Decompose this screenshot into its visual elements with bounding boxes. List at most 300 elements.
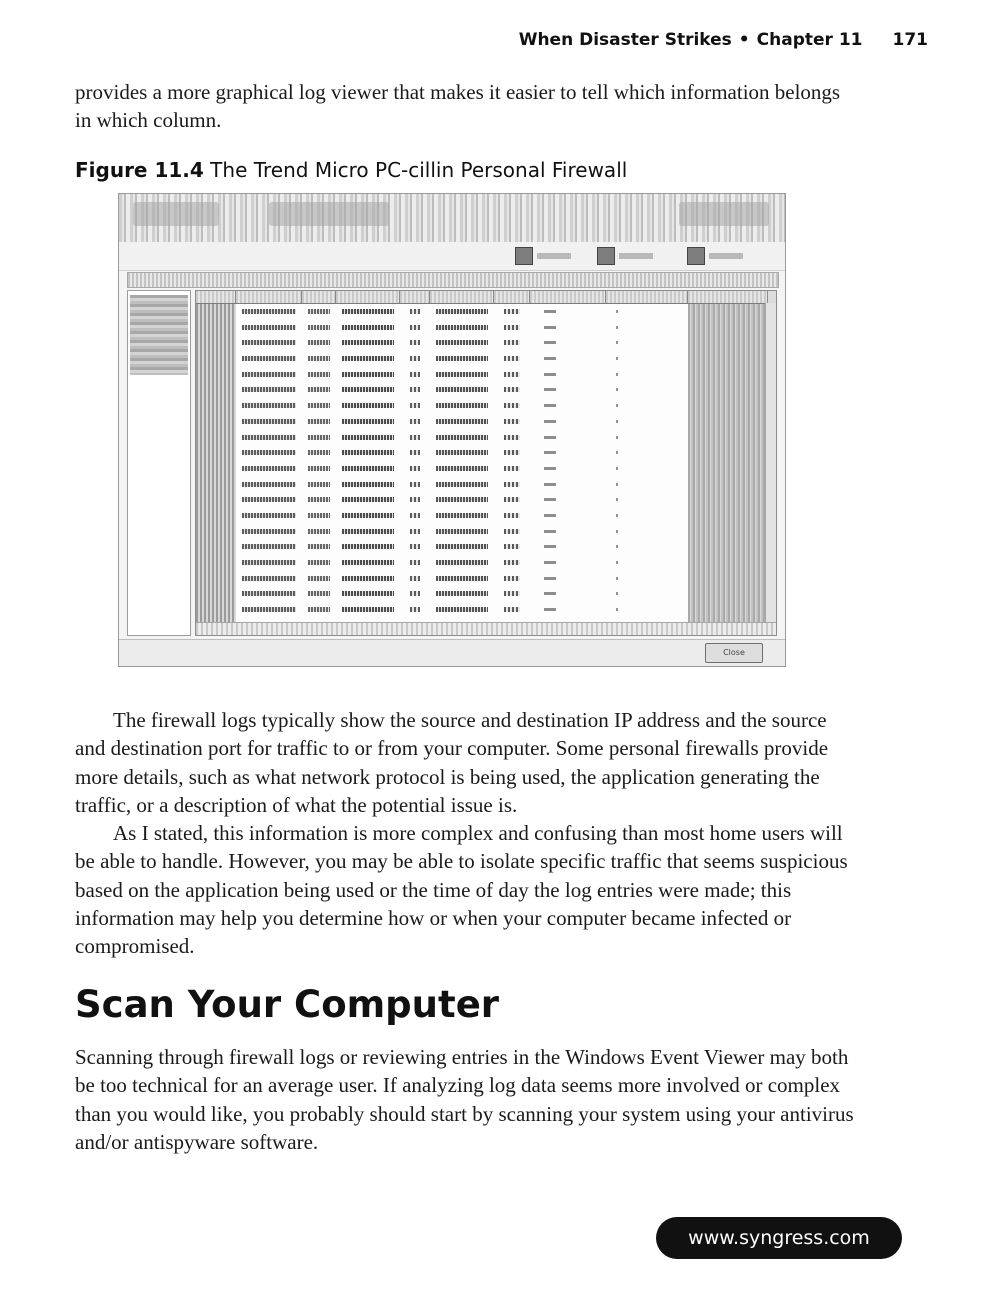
log-cell-source	[336, 351, 400, 367]
log-cell-protocol	[302, 382, 336, 398]
log-cell-source-port	[400, 335, 430, 351]
log-cell-text	[436, 419, 488, 424]
log-cell-text	[308, 435, 330, 440]
log-cell-text	[410, 403, 420, 408]
log-cell-source	[336, 508, 400, 524]
log-cell-protocol	[302, 571, 336, 587]
log-cell-source	[336, 524, 400, 540]
log-cell-text	[242, 544, 296, 549]
log-cell-text	[308, 325, 330, 330]
log-cell-direction	[530, 586, 606, 602]
running-head	[519, 30, 928, 50]
log-cell-text	[436, 513, 488, 518]
log-cell-destination-port	[494, 398, 530, 414]
log-cell-date	[196, 461, 236, 477]
log-cell-date	[196, 555, 236, 571]
log-cell-destination-port	[494, 555, 530, 571]
log-cell-protocol	[302, 304, 336, 320]
log-cell-direction	[530, 602, 606, 618]
log-cell-source-port	[400, 445, 430, 461]
log-cell-text	[504, 403, 520, 408]
log-cell-time	[236, 602, 302, 618]
log-cell-source	[336, 539, 400, 555]
log-cell-action	[606, 320, 688, 336]
log-cell-time	[236, 445, 302, 461]
log-cell-destination-port	[494, 492, 530, 508]
log-table-header	[196, 291, 776, 304]
log-cell-time	[236, 477, 302, 493]
log-cell-protocol	[302, 477, 336, 493]
log-cell-description	[688, 524, 768, 540]
log-cell-text	[308, 309, 330, 314]
log-cell-time	[236, 414, 302, 430]
column-header-destination-port[interactable]	[494, 291, 530, 303]
log-cell-time	[236, 586, 302, 602]
column-header-source[interactable]	[336, 291, 400, 303]
log-cell-text	[504, 325, 520, 330]
log-cell-text	[616, 341, 618, 344]
log-cell-action	[606, 492, 688, 508]
log-cell-text	[242, 482, 296, 487]
log-cell-action	[606, 524, 688, 540]
log-cell-destination	[430, 571, 494, 587]
log-cell-time	[236, 461, 302, 477]
firewall-log-screenshot	[118, 193, 786, 667]
log-cell-action	[606, 382, 688, 398]
log-cell-date	[196, 492, 236, 508]
log-table-row[interactable]	[196, 508, 776, 524]
log-cell-date	[196, 430, 236, 446]
log-cell-destination	[430, 555, 494, 571]
log-table-row[interactable]	[196, 320, 776, 336]
log-cell-text	[544, 310, 556, 313]
section-paragraph: Scanning through firewall logs or reviewing entries in the Windows Event Viewer may both be too technical for an average user. If analyzing log data seems more involved or complex than you would like, you probably should start by scanning your system using your antivirus and/or antispyware software.	[75, 1045, 854, 1154]
log-cell-time	[236, 524, 302, 540]
log-cell-date	[196, 477, 236, 493]
log-cell-text	[242, 513, 296, 518]
log-cell-destination-port	[494, 414, 530, 430]
log-table[interactable]	[195, 290, 777, 636]
log-cell-text	[504, 497, 520, 502]
log-cell-text	[242, 325, 296, 330]
log-cell-destination-port	[494, 586, 530, 602]
log-cell-destination-port	[494, 524, 530, 540]
log-cell-text	[242, 497, 296, 502]
log-cell-text	[616, 388, 618, 391]
log-cell-date	[196, 304, 236, 320]
log-cell-source	[336, 398, 400, 414]
save-icon	[597, 247, 615, 265]
log-cell-direction	[530, 398, 606, 414]
log-category-list[interactable]	[127, 290, 191, 636]
log-table-row[interactable]	[196, 414, 776, 430]
log-cell-destination	[430, 382, 494, 398]
log-cell-text	[242, 450, 296, 455]
log-cell-date	[196, 382, 236, 398]
log-cell-text	[242, 435, 296, 440]
column-header-action[interactable]	[606, 291, 688, 303]
log-cell-destination-port	[494, 461, 530, 477]
log-table-row[interactable]	[196, 351, 776, 367]
log-table-row[interactable]	[196, 335, 776, 351]
log-cell-source-port	[400, 508, 430, 524]
log-cell-text	[616, 561, 618, 564]
log-cell-destination-port	[494, 539, 530, 555]
log-cell-text	[308, 607, 330, 612]
log-cell-time	[236, 367, 302, 383]
log-cell-text	[544, 530, 556, 533]
log-cell-text	[504, 435, 520, 440]
log-cell-text	[544, 341, 556, 344]
log-table-row[interactable]	[196, 492, 776, 508]
log-cell-text	[342, 497, 394, 502]
log-table-row[interactable]	[196, 571, 776, 587]
log-cell-destination	[430, 539, 494, 555]
log-cell-source	[336, 571, 400, 587]
settings-icon	[687, 247, 705, 265]
log-cell-destination-port	[494, 320, 530, 336]
log-cell-text	[242, 560, 296, 565]
log-cell-text	[544, 514, 556, 517]
log-cell-source	[336, 445, 400, 461]
log-cell-protocol	[302, 398, 336, 414]
log-cell-protocol	[302, 320, 336, 336]
log-cell-destination-port	[494, 430, 530, 446]
log-table-row[interactable]	[196, 430, 776, 446]
log-table-row[interactable]	[196, 602, 776, 618]
log-cell-description	[688, 320, 768, 336]
log-cell-destination	[430, 524, 494, 540]
log-cell-text	[342, 591, 394, 596]
log-cell-text	[308, 529, 330, 534]
log-cell-text	[242, 309, 296, 314]
log-cell-text	[436, 497, 488, 502]
log-cell-text	[410, 513, 420, 518]
log-cell-text	[342, 482, 394, 487]
log-cell-action	[606, 445, 688, 461]
log-cell-text	[242, 529, 296, 534]
log-cell-text	[504, 466, 520, 471]
log-cell-text	[410, 482, 420, 487]
log-cell-protocol	[302, 508, 336, 524]
log-cell-destination	[430, 398, 494, 414]
log-table-row[interactable]	[196, 445, 776, 461]
log-cell-text	[436, 560, 488, 565]
log-cell-text	[504, 544, 520, 549]
log-cell-action	[606, 351, 688, 367]
log-table-row[interactable]	[196, 586, 776, 602]
log-cell-text	[342, 325, 394, 330]
log-cell-description	[688, 571, 768, 587]
log-cell-destination-port	[494, 382, 530, 398]
column-header-description[interactable]	[688, 291, 768, 303]
log-cell-text	[544, 451, 556, 454]
log-cell-text	[242, 356, 296, 361]
log-cell-text	[436, 403, 488, 408]
log-cell-text	[242, 466, 296, 471]
log-cell-text	[616, 483, 618, 486]
log-cell-text	[616, 467, 618, 470]
log-cell-text	[544, 357, 556, 360]
log-cell-text	[342, 387, 394, 392]
log-cell-direction	[530, 477, 606, 493]
log-table-body	[196, 304, 776, 633]
log-cell-text	[308, 591, 330, 596]
log-cell-text	[616, 357, 618, 360]
log-cell-description	[688, 335, 768, 351]
log-cell-source-port	[400, 539, 430, 555]
figure-caption-text: The Trend Micro PC-cillin Personal Firewall	[210, 158, 628, 182]
horizontal-scrollbar[interactable]	[196, 622, 776, 635]
log-cell-date	[196, 414, 236, 430]
column-header-date[interactable]	[196, 291, 236, 303]
window-titlebar	[119, 194, 785, 242]
log-cell-text	[504, 372, 520, 377]
log-cell-action	[606, 398, 688, 414]
log-cell-text	[410, 466, 420, 471]
log-cell-source	[336, 492, 400, 508]
column-header-direction[interactable]	[530, 291, 606, 303]
log-cell-source	[336, 477, 400, 493]
log-cell-direction	[530, 304, 606, 320]
log-cell-source-port	[400, 461, 430, 477]
log-table-row[interactable]	[196, 398, 776, 414]
log-cell-description	[688, 555, 768, 571]
log-table-row[interactable]	[196, 461, 776, 477]
running-head-chapter: Chapter 11	[756, 30, 863, 50]
log-cell-time	[236, 304, 302, 320]
app-logo	[133, 202, 219, 226]
log-cell-description	[688, 351, 768, 367]
log-cell-time	[236, 398, 302, 414]
log-cell-text	[308, 560, 330, 565]
log-cell-protocol	[302, 430, 336, 446]
log-cell-text	[308, 450, 330, 455]
log-cell-text	[616, 404, 618, 407]
log-cell-text	[544, 388, 556, 391]
log-cell-time	[236, 320, 302, 336]
title-banner	[269, 202, 389, 226]
figure-caption	[75, 158, 627, 182]
log-cell-text	[616, 498, 618, 501]
log-cell-destination	[430, 351, 494, 367]
log-table-row[interactable]	[196, 477, 776, 493]
log-cell-protocol	[302, 602, 336, 618]
log-table-row[interactable]	[196, 367, 776, 383]
log-cell-description	[688, 477, 768, 493]
log-cell-text	[504, 576, 520, 581]
log-table-row[interactable]	[196, 382, 776, 398]
log-cell-text	[410, 560, 420, 565]
toolbar-label	[709, 253, 743, 259]
log-cell-text	[410, 544, 420, 549]
log-cell-text	[616, 420, 618, 423]
toolbar-button-2[interactable]	[597, 247, 653, 265]
log-cell-destination	[430, 335, 494, 351]
log-cell-text	[436, 466, 488, 471]
log-cell-protocol	[302, 555, 336, 571]
log-cell-text	[308, 403, 330, 408]
log-table-row[interactable]	[196, 555, 776, 571]
log-cell-direction	[530, 320, 606, 336]
log-cell-protocol	[302, 539, 336, 555]
log-cell-date	[196, 602, 236, 618]
log-cell-action	[606, 602, 688, 618]
log-cell-text	[504, 529, 520, 534]
log-cell-text	[342, 529, 394, 534]
log-cell-destination-port	[494, 304, 530, 320]
log-cell-text	[616, 326, 618, 329]
log-cell-source-port	[400, 477, 430, 493]
log-cell-description	[688, 430, 768, 446]
log-cell-text	[242, 340, 296, 345]
log-cell-destination	[430, 461, 494, 477]
log-cell-destination-port	[494, 445, 530, 461]
log-cell-text	[504, 513, 520, 518]
log-cell-text	[342, 309, 394, 314]
log-cell-text	[342, 513, 394, 518]
log-cell-text	[616, 608, 618, 611]
log-cell-text	[410, 435, 420, 440]
intro-paragraph: provides a more graphical log viewer that makes it easier to tell which information belongs in which column.	[75, 80, 841, 133]
log-cell-description	[688, 586, 768, 602]
toolbar-button-1[interactable]	[515, 247, 571, 265]
log-cell-text	[616, 436, 618, 439]
column-header-destination[interactable]	[430, 291, 494, 303]
log-cell-source-port	[400, 304, 430, 320]
log-cell-text	[616, 530, 618, 533]
log-cell-text	[242, 372, 296, 377]
log-cell-text	[544, 592, 556, 595]
log-cell-text	[616, 451, 618, 454]
log-cell-description	[688, 539, 768, 555]
log-cell-description	[688, 382, 768, 398]
log-cell-action	[606, 571, 688, 587]
close-button[interactable]: Close	[705, 643, 763, 663]
log-cell-protocol	[302, 335, 336, 351]
log-cell-source	[336, 586, 400, 602]
log-cell-destination	[430, 320, 494, 336]
toolbar-button-3[interactable]	[687, 247, 743, 265]
log-cell-action	[606, 539, 688, 555]
log-cell-text	[616, 373, 618, 376]
log-cell-text	[544, 373, 556, 376]
log-cell-destination	[430, 477, 494, 493]
log-cell-text	[504, 419, 520, 424]
log-cell-text	[544, 404, 556, 407]
log-cell-time	[236, 539, 302, 555]
column-header-time[interactable]	[236, 291, 302, 303]
log-cell-text	[410, 497, 420, 502]
log-cell-text	[242, 576, 296, 581]
log-cell-description	[688, 492, 768, 508]
log-cell-description	[688, 445, 768, 461]
log-cell-description	[688, 602, 768, 618]
log-cell-direction	[530, 335, 606, 351]
log-cell-text	[544, 483, 556, 486]
log-cell-text	[410, 340, 420, 345]
log-cell-time	[236, 335, 302, 351]
log-cell-text	[436, 309, 488, 314]
log-cell-text	[342, 356, 394, 361]
log-cell-text	[410, 529, 420, 534]
log-cell-text	[616, 310, 618, 313]
log-cell-date	[196, 367, 236, 383]
log-cell-description	[688, 508, 768, 524]
log-category-items[interactable]	[130, 295, 188, 375]
log-cell-text	[242, 419, 296, 424]
log-cell-time	[236, 508, 302, 524]
log-table-row[interactable]	[196, 539, 776, 555]
log-cell-time	[236, 382, 302, 398]
log-cell-source-port	[400, 414, 430, 430]
log-cell-source-port	[400, 602, 430, 618]
log-cell-date	[196, 508, 236, 524]
log-cell-time	[236, 555, 302, 571]
log-cell-destination	[430, 414, 494, 430]
log-cell-text	[342, 340, 394, 345]
log-cell-date	[196, 586, 236, 602]
log-cell-text	[436, 356, 488, 361]
log-cell-protocol	[302, 351, 336, 367]
log-cell-source	[336, 430, 400, 446]
log-filter-bar[interactable]	[127, 272, 779, 288]
log-cell-destination-port	[494, 477, 530, 493]
log-cell-text	[308, 482, 330, 487]
log-toolbar	[119, 242, 785, 271]
column-header-source-port[interactable]	[400, 291, 430, 303]
window-controls	[679, 202, 769, 226]
log-cell-text	[436, 450, 488, 455]
log-cell-destination-port	[494, 367, 530, 383]
log-cell-text	[342, 560, 394, 565]
publisher-url-badge: www.syngress.com	[656, 1217, 902, 1259]
log-cell-source	[336, 320, 400, 336]
log-cell-text	[504, 340, 520, 345]
log-cell-text	[544, 608, 556, 611]
log-cell-text	[342, 466, 394, 471]
log-cell-source	[336, 555, 400, 571]
page-number: 171	[892, 30, 928, 50]
log-cell-action	[606, 304, 688, 320]
log-cell-source-port	[400, 555, 430, 571]
log-table-row[interactable]	[196, 304, 776, 320]
log-cell-text	[504, 607, 520, 612]
log-table-row[interactable]	[196, 524, 776, 540]
log-cell-protocol	[302, 524, 336, 540]
log-cell-text	[410, 356, 420, 361]
log-cell-action	[606, 461, 688, 477]
log-cell-text	[616, 577, 618, 580]
log-cell-text	[436, 591, 488, 596]
column-header-protocol[interactable]	[302, 291, 336, 303]
log-cell-text	[410, 309, 420, 314]
log-cell-text	[504, 309, 520, 314]
log-cell-action	[606, 508, 688, 524]
log-cell-source-port	[400, 320, 430, 336]
log-cell-direction	[530, 445, 606, 461]
log-cell-action	[606, 555, 688, 571]
log-cell-text	[242, 403, 296, 408]
log-cell-protocol	[302, 445, 336, 461]
log-cell-direction	[530, 351, 606, 367]
log-cell-source-port	[400, 524, 430, 540]
log-cell-date	[196, 571, 236, 587]
log-cell-text	[616, 592, 618, 595]
log-cell-text	[410, 607, 420, 612]
vertical-scrollbar[interactable]	[765, 303, 776, 623]
log-cell-text	[342, 544, 394, 549]
